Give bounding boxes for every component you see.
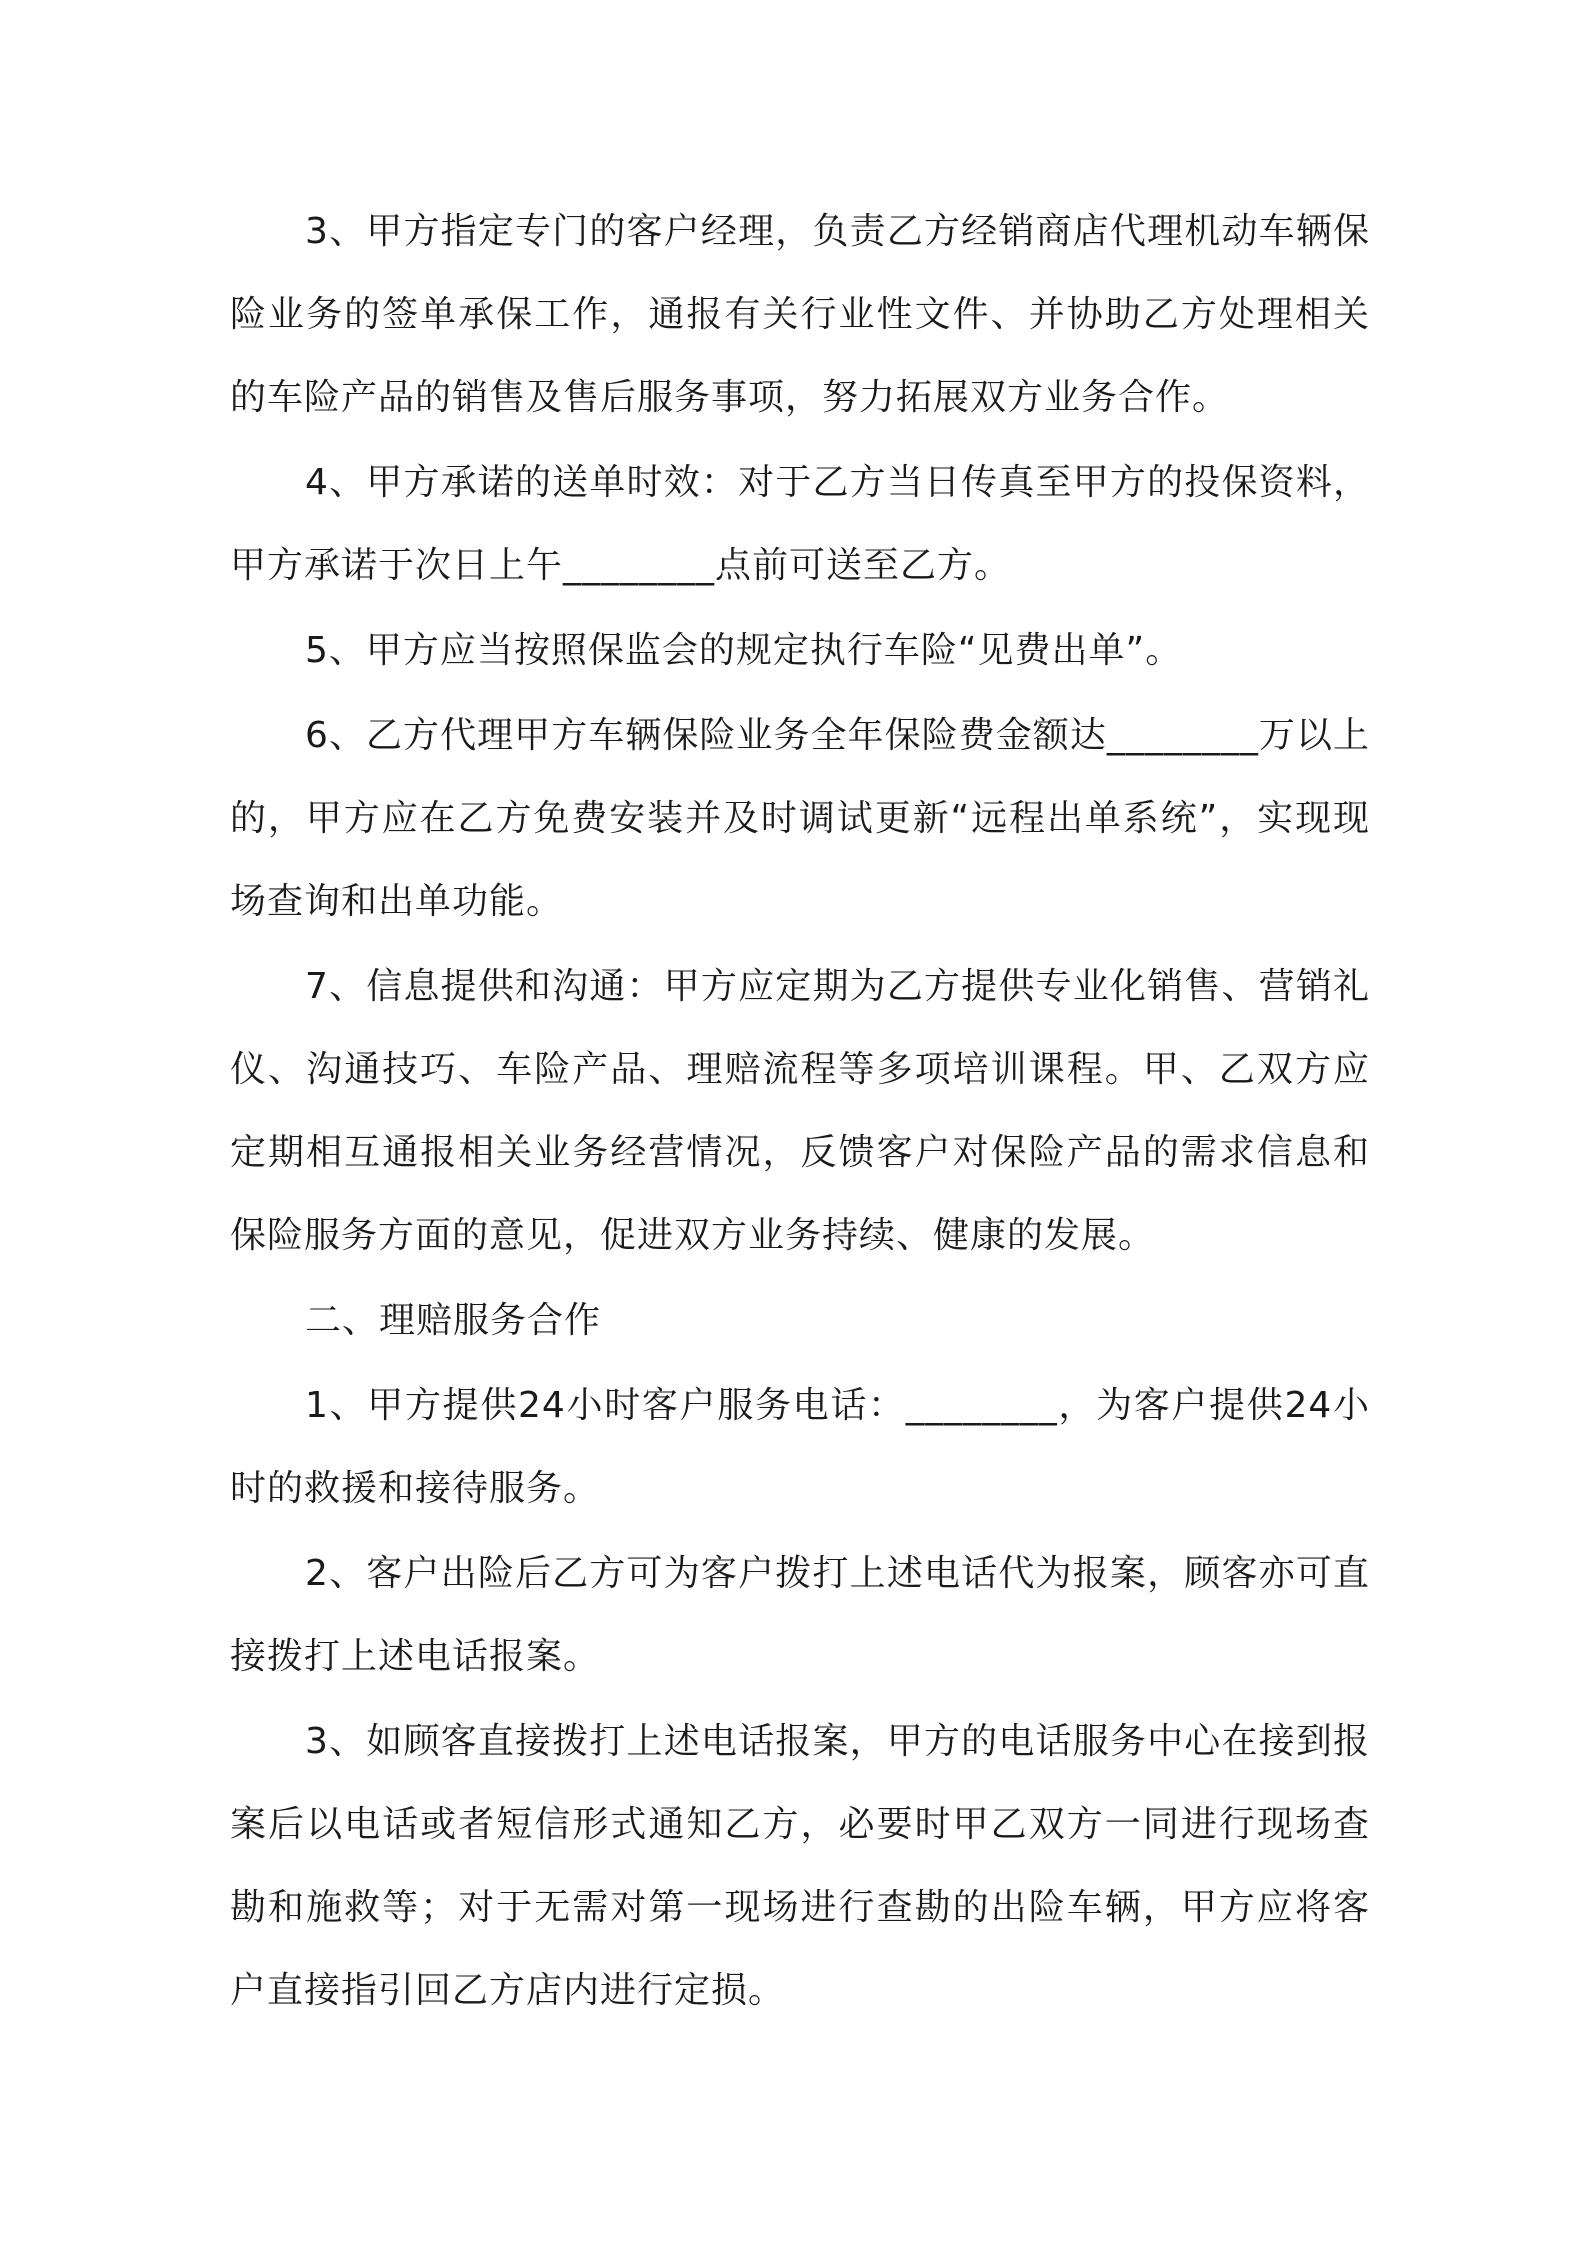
claims-clause-3-survey: 3、如顾客直接拨打上述电话报案，甲方的电话服务中心在接到报案后以电话或者短信形式通知乙方，必要时甲乙双方一同进行现场查勘和施救等；对于无需对第一现场进行查勘的出险车辆，甲方应将客户直接指引回乙方店内进行定损。 [230, 1721, 1370, 2011]
clause-5-premium-rule: 5、甲方应当按照保监会的规定执行车险“见费出单”。 [305, 630, 1183, 671]
claims-clause-1-hotline: 1、甲方提供24小时客户服务电话：________，为客户提供24小时的救援和接待服务。 [230, 1385, 1370, 1509]
clause-4-delivery-time: 4、甲方承诺的送单时效：对于乙方当日传真至甲方的投保资料，甲方承诺于次日上午________点前可送至乙方。 [230, 462, 1370, 586]
section-heading-claims: 二、理赔服务合作 [305, 1300, 602, 1341]
clause-6-remote-system: 6、乙方代理甲方车辆保险业务全年保险费金额达________万以上的，甲方应在乙方免费安装并及时调试更新“远程出单系统”，实现现场查询和出单功能。 [230, 715, 1370, 922]
document-body [230, 190, 1370, 2034]
clause-3-account-manager: 3、甲方指定专门的客户经理，负责乙方经销商店代理机动车辆保险业务的签单承保工作，通报有关行业性文件、并协助乙方处理相关的车险产品的销售及售后服务事项，努力拓展双方业务合作。 [230, 211, 1370, 418]
claims-clause-2-reporting: 2、客户出险后乙方可为客户拨打上述电话代为报案，顾客亦可直接拨打上述电话报案。 [230, 1553, 1370, 1677]
clause-7-communication: 7、信息提供和沟通：甲方应定期为乙方提供专业化销售、营销礼仪、沟通技巧、车险产品、理赔流程等多项培训课程。甲、乙双方应定期相互通报相关业务经营情况，反馈客户对保险产品的需求信息和保险服务方面的意见，促进双方业务持续、健康的发展。 [230, 966, 1370, 1256]
